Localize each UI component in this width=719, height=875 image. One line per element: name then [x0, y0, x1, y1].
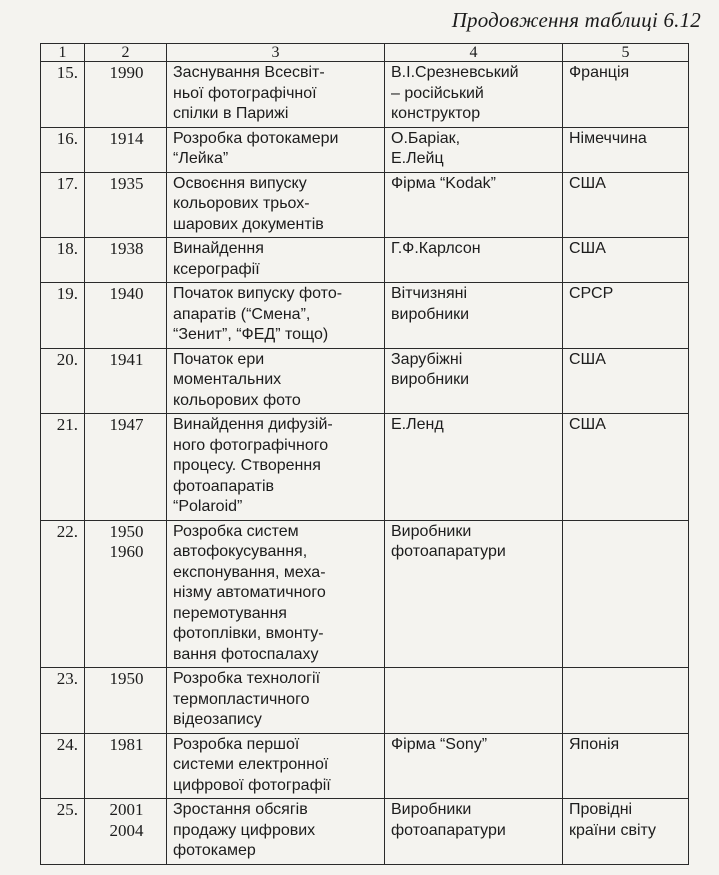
cell-line: 1981	[109, 734, 144, 754]
cell-event	[167, 348, 385, 414]
cell-who	[385, 348, 563, 414]
cell-line: кольорових фото	[173, 391, 301, 409]
cell-line: Розробка систем	[173, 522, 299, 540]
cell-line: Фірма “Sony”	[391, 735, 488, 753]
table-row	[41, 799, 689, 865]
cell-line: США	[569, 240, 606, 257]
table-caption: Продовження таблиці 6.12	[451, 8, 701, 32]
cell-year	[85, 414, 167, 521]
cell-line: Розробка технології	[173, 670, 321, 687]
cell-line: Розробка фотокамери	[173, 129, 339, 147]
cell-num: 25.	[41, 799, 85, 865]
cell-line: автофокусування,	[173, 543, 308, 560]
cell-line: фотоплівки, вмонту-	[173, 625, 324, 642]
table-row	[41, 283, 689, 349]
cell-line: Розробка першої	[173, 735, 300, 753]
cell-line: Винайдення	[173, 240, 264, 257]
cell-line: процесу. Створення	[173, 457, 321, 474]
cell-event	[167, 733, 385, 799]
cell-line: Вітчизняні	[391, 285, 468, 302]
cell-line: 1935	[109, 173, 144, 193]
cell-country	[563, 414, 689, 521]
cell-country	[563, 668, 689, 734]
table-row	[41, 172, 689, 238]
table-row	[41, 414, 689, 521]
cell-line: Е.Лейц	[391, 150, 444, 167]
cell-line: США	[569, 350, 606, 368]
cell-num: 24.	[41, 733, 85, 799]
cell-country	[563, 348, 689, 414]
cell-line: системи електронної	[173, 756, 329, 773]
cell-event	[167, 414, 385, 521]
cell-line: 1950	[109, 521, 144, 541]
cell-line: Зарубіжні	[391, 350, 463, 368]
cell-line: нізму автоматичного	[173, 584, 326, 601]
column-header-2: 2	[85, 44, 167, 62]
cell-line: 1914	[109, 128, 144, 148]
cell-line: 2001	[109, 800, 144, 819]
cell-line: 1940	[109, 284, 144, 303]
cell-line: Німеччина	[569, 129, 647, 147]
cell-line: О.Баріак,	[391, 129, 461, 147]
cell-line: цифрової фотографії	[173, 776, 331, 794]
cell-year	[85, 668, 167, 734]
cell-line: конструктор	[391, 105, 481, 122]
cell-line: спілки в Парижі	[173, 105, 289, 122]
cell-line: фотоапаратури	[391, 543, 506, 560]
cell-num: 16.	[41, 127, 85, 172]
cell-line: Фірма “Kodak”	[391, 174, 496, 192]
cell-line: Провідні	[569, 801, 633, 818]
cell-line: вання фотоспалаху	[173, 645, 319, 663]
cell-country	[563, 283, 689, 349]
cell-line: “Лейка”	[173, 150, 229, 167]
cell-event	[167, 799, 385, 865]
table-row	[41, 668, 689, 734]
cell-line: “Polaroid”	[173, 498, 243, 515]
cell-line: США	[569, 174, 606, 192]
cell-line: термопластичного	[173, 690, 310, 708]
column-header-3: 3	[167, 44, 385, 62]
cell-line: продажу цифрових	[173, 821, 316, 839]
column-header-1: 1	[41, 44, 85, 62]
cell-who	[385, 733, 563, 799]
cell-num: 20.	[41, 348, 85, 414]
cell-line: СРСР	[569, 285, 614, 302]
cell-country	[563, 238, 689, 283]
cell-who	[385, 799, 563, 865]
cell-num: 18.	[41, 238, 85, 283]
cell-line: Початок ери	[173, 350, 265, 368]
cell-line: кольорових трьох-	[173, 195, 310, 212]
cell-line: “Зенит”, “ФЕД” тощо)	[173, 326, 329, 343]
cell-line: фотокамер	[173, 842, 256, 859]
events-table	[40, 43, 689, 865]
cell-year	[85, 283, 167, 349]
cell-line: – російський	[391, 84, 484, 102]
cell-line: 1938	[109, 239, 144, 258]
cell-line: Г.Ф.Карлсон	[391, 240, 481, 257]
cell-event	[167, 283, 385, 349]
cell-line: Франція	[569, 64, 630, 81]
cell-line: країни світу	[569, 821, 657, 839]
cell-line: В.І.Срезневський	[391, 64, 519, 81]
cell-line: апаратів (“Смена”,	[173, 305, 311, 323]
cell-year	[85, 799, 167, 865]
cell-line: виробники	[391, 371, 470, 388]
cell-line: 1941	[109, 349, 144, 369]
cell-num: 19.	[41, 283, 85, 349]
cell-line: Освоєння випуску	[173, 174, 307, 192]
cell-line: шарових документів	[173, 215, 324, 233]
cell-line: Виробники	[391, 522, 472, 540]
cell-line: ного фотографічного	[173, 436, 329, 454]
cell-who	[385, 668, 563, 734]
cell-year	[85, 238, 167, 283]
cell-line: перемотування	[173, 604, 287, 622]
cell-event	[167, 127, 385, 172]
cell-event	[167, 172, 385, 238]
cell-line: 1990	[109, 63, 144, 82]
table-row	[41, 127, 689, 172]
cell-line: ньої фотографічної	[173, 84, 317, 102]
cell-who	[385, 127, 563, 172]
cell-country	[563, 127, 689, 172]
cell-line: США	[569, 416, 606, 433]
table-row	[41, 348, 689, 414]
cell-line: 1947	[109, 415, 144, 434]
cell-year	[85, 520, 167, 668]
cell-num: 22.	[41, 520, 85, 668]
cell-country	[563, 520, 689, 668]
cell-year	[85, 733, 167, 799]
cell-country	[563, 62, 689, 128]
cell-num: 15.	[41, 62, 85, 128]
cell-num: 17.	[41, 172, 85, 238]
cell-who	[385, 172, 563, 238]
cell-who	[385, 414, 563, 521]
cell-line: Зростання обсягів	[173, 801, 308, 818]
cell-line: фотоапаратів	[173, 477, 275, 495]
cell-line: ксерографії	[173, 260, 260, 278]
cell-year	[85, 348, 167, 414]
cell-event	[167, 520, 385, 668]
cell-country	[563, 799, 689, 865]
cell-who	[385, 520, 563, 668]
cell-num: 23.	[41, 668, 85, 734]
cell-line: Винайдення дифузій-	[173, 416, 333, 433]
cell-line: фотоапаратури	[391, 821, 506, 839]
cell-num: 21.	[41, 414, 85, 521]
cell-year	[85, 172, 167, 238]
cell-line: 1950	[109, 669, 144, 688]
table-row	[41, 62, 689, 128]
cell-country	[563, 172, 689, 238]
cell-event	[167, 668, 385, 734]
cell-line: 1960	[109, 542, 144, 561]
cell-line: виробники	[391, 305, 470, 323]
table-row	[41, 238, 689, 283]
column-header-5: 5	[563, 44, 689, 62]
cell-line: моментальних	[173, 371, 282, 388]
cell-country	[563, 733, 689, 799]
cell-line: 2004	[109, 820, 144, 840]
table-row	[41, 733, 689, 799]
cell-year	[85, 62, 167, 128]
cell-who	[385, 283, 563, 349]
cell-line: Початок випуску фото-	[173, 285, 343, 302]
header-row	[41, 44, 689, 62]
cell-line: Виробники	[391, 801, 472, 818]
cell-line: відеозапису	[173, 711, 262, 728]
cell-event	[167, 62, 385, 128]
cell-who	[385, 238, 563, 283]
column-header-4: 4	[385, 44, 563, 62]
cell-who	[385, 62, 563, 128]
cell-year	[85, 127, 167, 172]
table-body	[41, 62, 689, 865]
cell-event	[167, 238, 385, 283]
cell-line: Заснування Всесвіт-	[173, 64, 325, 81]
cell-line: Е.Ленд	[391, 416, 444, 433]
cell-line: експонування, меха-	[173, 563, 326, 581]
cell-line: Японія	[569, 735, 620, 753]
table-row	[41, 520, 689, 668]
